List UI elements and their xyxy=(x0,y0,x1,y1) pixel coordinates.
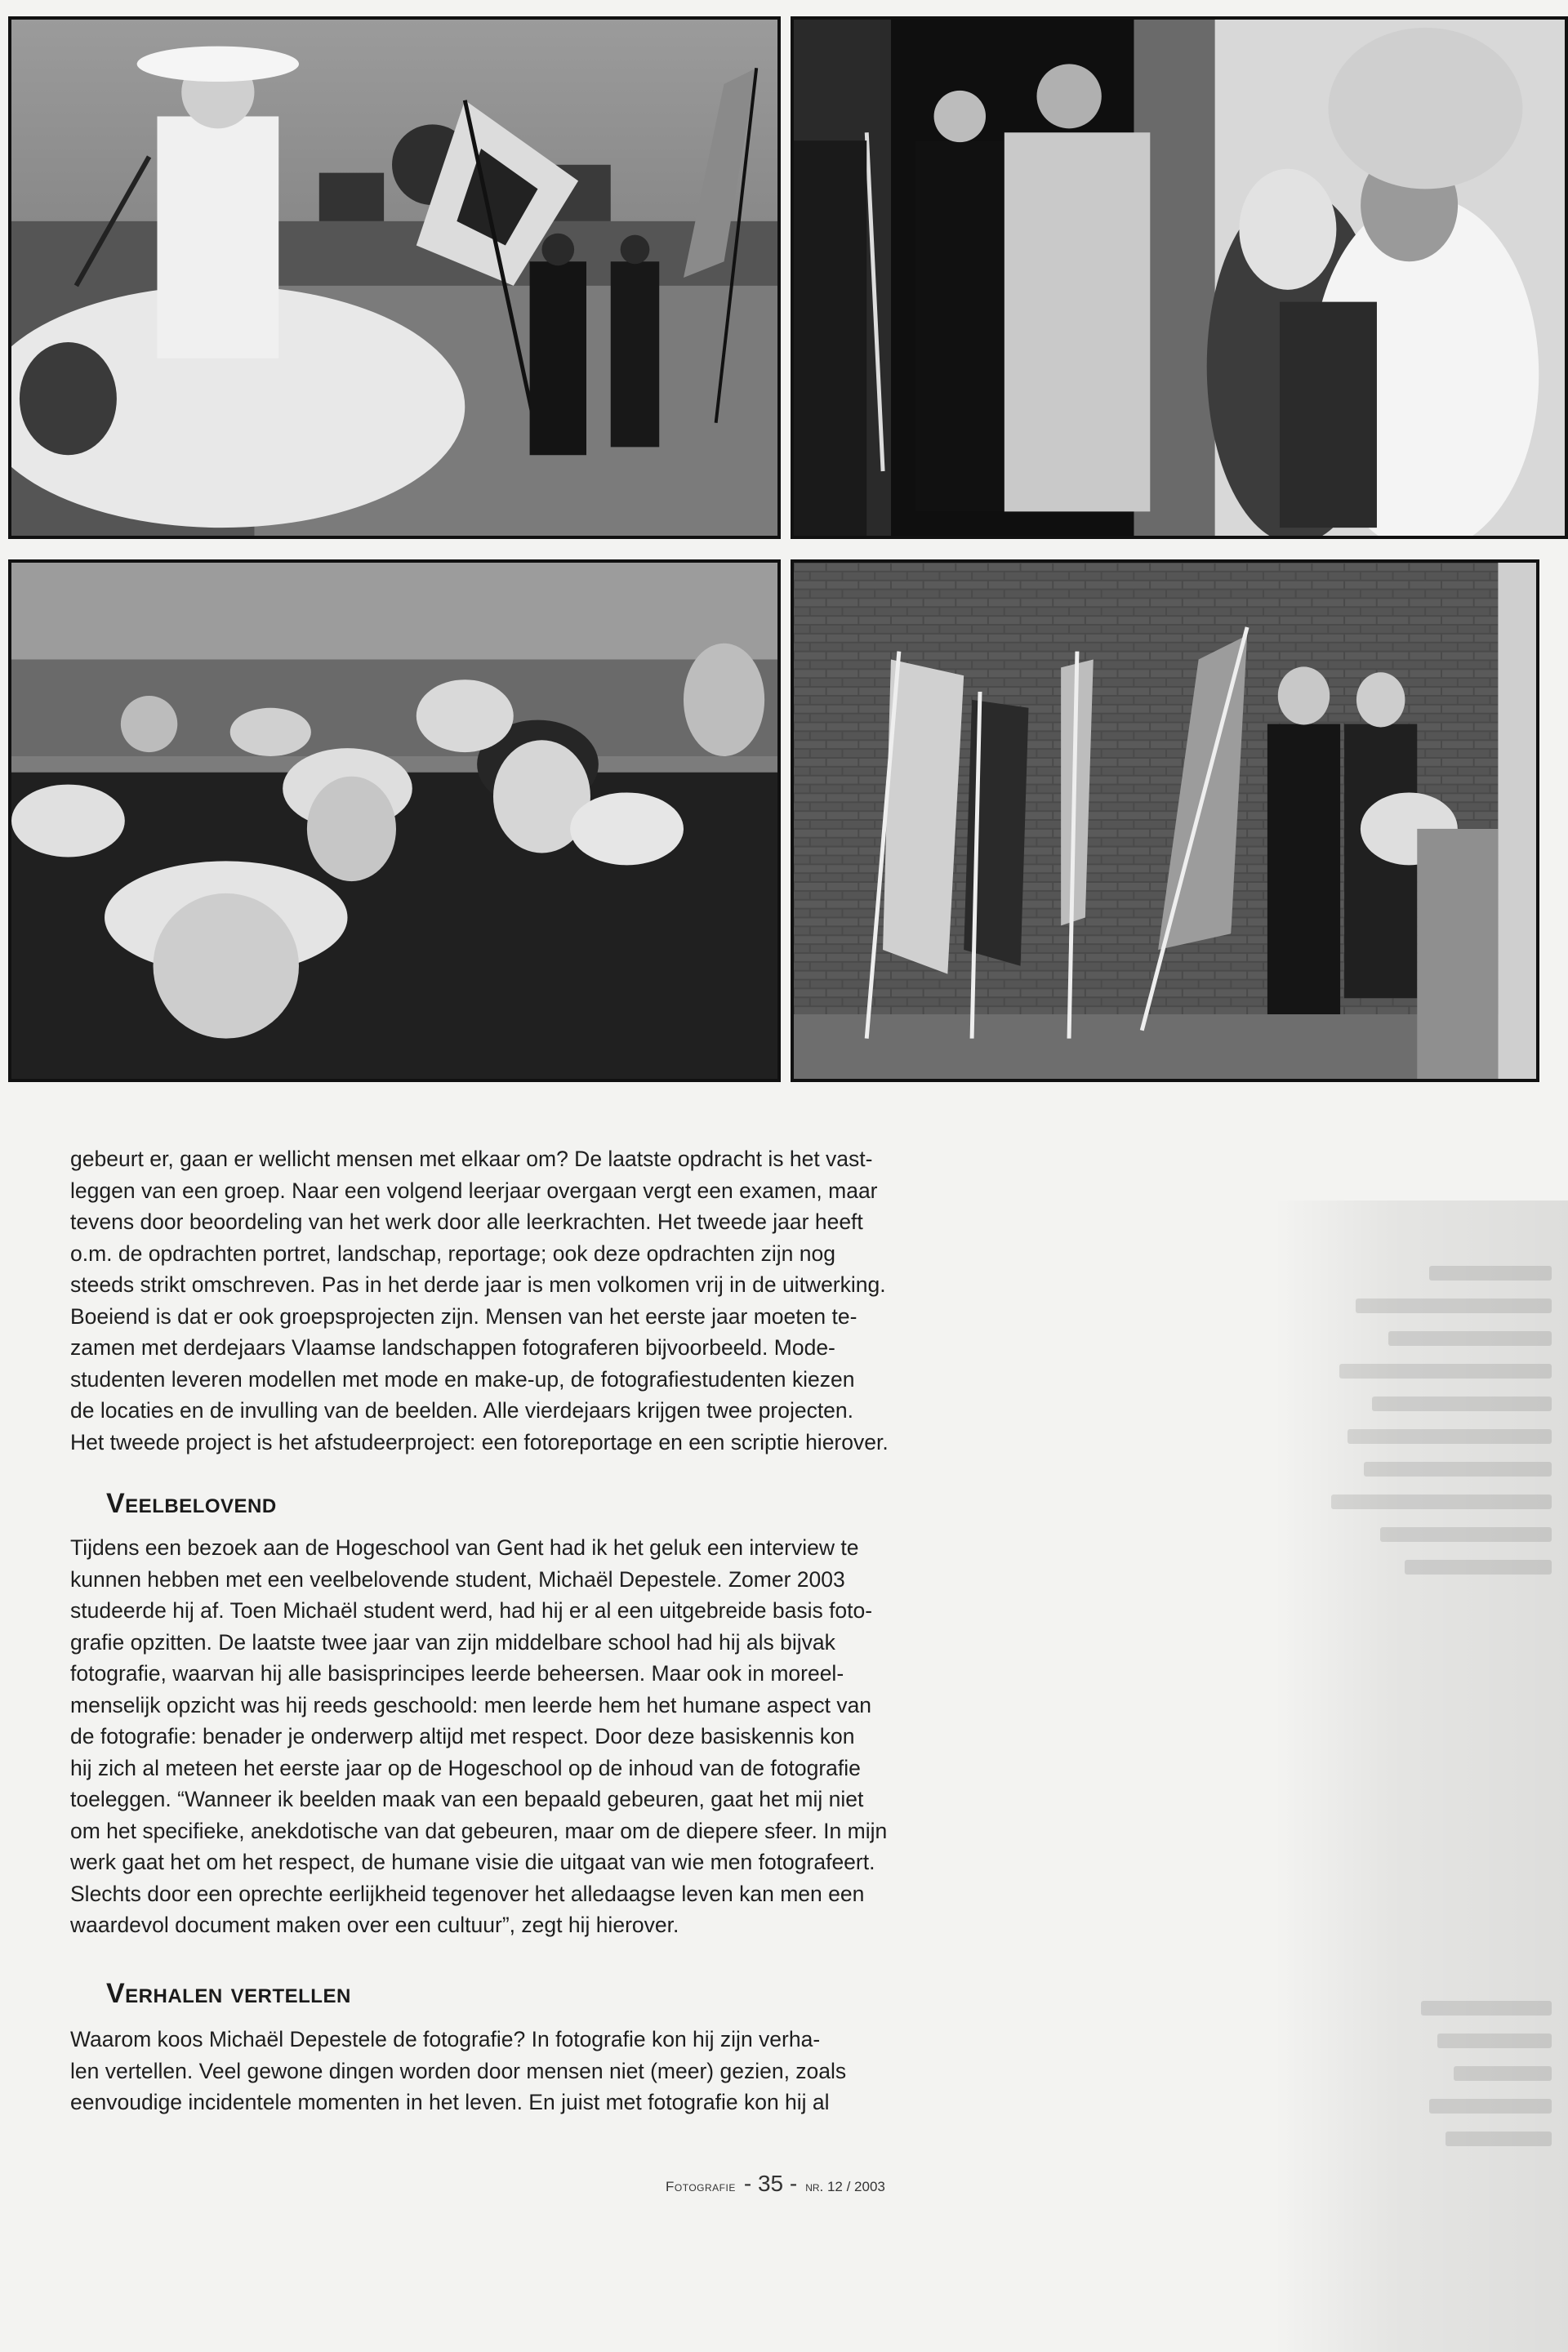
bleed-through-shadow xyxy=(1274,1200,1568,2352)
text-line: zamen met derdejaars Vlaamse landschappen fotograferen bijvoorbeeld. Mode- xyxy=(70,1335,835,1360)
text-line: fotografie, waarvan hij alle basisprincipes leerde beheersen. Maar ook in moreel- xyxy=(70,1661,844,1686)
text-line: eenvoudige incidentele momenten in het leven. En juist met fotografie kon hij al xyxy=(70,2090,830,2114)
section-heading-verhalen-vertellen: Verhalen vertellen xyxy=(106,1978,351,2009)
text-line: waardevol document maken over een cultuur”, zegt hij hierover. xyxy=(70,1913,679,1937)
text-line: menselijk opzicht was hij reeds geschoold: men leerde hem het humane aspect van xyxy=(70,1692,872,1717)
text-line: Waarom koos Michaël Depestele de fotografie? In fotografie kon hij zijn verha- xyxy=(70,2027,821,2051)
text-line: grafie opzitten. De laatste twee jaar van zijn middelbare school had hij als bijvak xyxy=(70,1629,835,1655)
photo-crowd-children xyxy=(8,559,781,1082)
text-line: om het specifieke, anekdotische van dat gebeuren, maar om de diepere sfeer. In mijn xyxy=(70,1818,888,1843)
photo-flags-brick-wall xyxy=(791,559,1539,1082)
paragraph-verhalen-vertellen xyxy=(70,2024,911,2118)
text-line: len vertellen. Veel gewone dingen worden door mensen niet (meer) gezien, zoals xyxy=(70,2058,847,2083)
text-line: de locaties en de invulling van de beelden. Alle vierdejaars krijgen twee projecten. xyxy=(70,1398,854,1423)
text-line: de fotografie: benader je onderwerp altijd met respect. Door deze basiskennis kon xyxy=(70,1724,855,1748)
page-footer xyxy=(666,2171,885,2197)
text-line: gebeurt er, gaan er wellicht mensen met elkaar om? De laatste opdracht is het vast- xyxy=(70,1147,873,1171)
text-line: studeerde hij af. Toen Michaël student werd, had hij er al een uitgebreide basis foto- xyxy=(70,1598,873,1623)
text-line: hij zich al meteen het eerste jaar op de Hogeschool op de inhoud van de fotografie xyxy=(70,1755,861,1780)
photo-horse-rider xyxy=(8,16,781,539)
text-line: Het tweede project is het afstudeerproject: een fotoreportage en een scriptie hierover. xyxy=(70,1429,889,1454)
paragraph-intro xyxy=(70,1143,911,1458)
text-line: leggen van een groep. Naar een volgend leerjaar overgaan vergt een examen, maar xyxy=(70,1178,878,1203)
text-line: werk gaat het om het respect, de humane visie die uitgaat van wie men fotografeert. xyxy=(70,1850,875,1874)
text-line: steeds strikt omschreven. Pas in het derde jaar is men volkomen vrij in de uitwerking. xyxy=(70,1272,886,1297)
page-number: - 35 - xyxy=(743,2171,798,2196)
section-heading-veelbelovend: Veelbelovend xyxy=(106,1488,277,1519)
text-line: Slechts door een oprechte eerlijkheid tegenover het alledaagse leven kan men een xyxy=(70,1881,865,1906)
text-line: Boeiend is dat er ook groepsprojecten zijn. Mensen van het eerste jaar moeten te- xyxy=(70,1303,858,1329)
magazine-name: Fotografie xyxy=(666,2179,736,2194)
text-line: tevens door beoordeling van het werk door alle leerkrachten. Het tweede jaar heeft xyxy=(70,1209,863,1234)
text-line: kunnen hebben met een veelbelovende student, Michaël Depestele. Zomer 2003 xyxy=(70,1566,845,1592)
text-line: studenten leveren modellen met mode en make-up, de fotografiestudenten kiezen xyxy=(70,1366,855,1392)
text-line: Tijdens een bezoek aan de Hogeschool van Gent had ik het geluk een interview te xyxy=(70,1535,859,1560)
text-line: o.m. de opdrachten portret, landschap, reportage; ook deze opdrachten zijn nog xyxy=(70,1241,835,1266)
issue-number: nr. 12 / 2003 xyxy=(805,2179,885,2194)
photo-doorway-kiss xyxy=(791,16,1568,539)
text-line: toeleggen. “Wanneer ik beelden maak van een bepaald gebeuren, gaat het mij niet xyxy=(70,1787,864,1811)
paragraph-veelbelovend xyxy=(70,1532,911,1941)
